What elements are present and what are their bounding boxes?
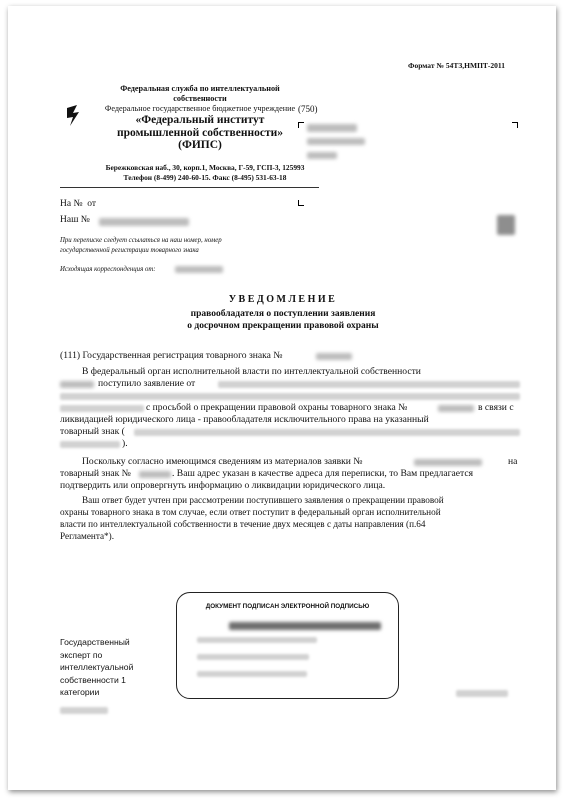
recipient-redacted	[307, 138, 365, 145]
expert-name-redacted	[456, 690, 508, 697]
p1-line1: В федеральный орган исполнительной власти по интеллектуальной собственности	[82, 366, 421, 377]
tm-number-redacted	[438, 405, 474, 412]
recipient-code: (750)	[298, 104, 318, 114]
address-corner-bl	[298, 200, 304, 206]
expert-line1: Государственный	[60, 637, 130, 647]
format-code: Формат № 54ТЗ,НМПТ-2011	[408, 61, 506, 70]
registration-line: (111) Государственная регистрация товарного знака №	[60, 350, 283, 361]
p1-request: с просьбой о прекращении правовой охраны товарного знака №	[146, 402, 408, 413]
org-phones: Телефон (8-499) 240-60-15. Факс (8-495) 531-63-18	[123, 172, 287, 182]
signature-detail-redacted	[197, 637, 317, 643]
p1-conn: в связи с	[478, 402, 514, 413]
expert-position	[60, 636, 170, 699]
expert-line5: категории	[60, 687, 100, 697]
ref-note: При переписке следует ссылаться на наш номер, номер государственной регистрации товарного знака	[60, 237, 222, 254]
ref-nash-no: Наш №	[60, 215, 90, 225]
subtitle-line1: правообладателя о поступлении заявления	[190, 309, 376, 319]
org-address-line: Бережковская наб., 30, корп.1, Москва, Г-59, ГСП-3, 125993	[105, 163, 305, 172]
org-address	[95, 163, 315, 182]
org-line1: Федеральная служба по интеллектуальной собственности	[120, 84, 280, 103]
p1-tm: товарный знак (	[60, 426, 125, 437]
reg-number-redacted	[99, 218, 189, 226]
header-divider	[60, 187, 319, 188]
p1-end: ).	[122, 438, 128, 449]
holder-redacted	[60, 441, 120, 448]
p3-line3: власти по интеллектуальной собственности в течение двух месяцев с даты направления (п.64	[60, 519, 426, 529]
e-signature-title: ДОКУМЕНТ ПОДПИСАН ЭЛЕКТРОННОЙ ПОДПИСЬЮ	[205, 603, 370, 610]
subtitle-line2: о досрочном прекращении правовой охраны	[187, 321, 379, 331]
p1-received: поступило заявление от	[98, 378, 196, 389]
p2-line1: Поскольку согласно имеющимся сведениям из материалов заявки №	[82, 456, 363, 467]
barcode-redacted	[497, 215, 515, 235]
expert-line2: эксперт по	[60, 649, 103, 660]
p3-line4: Регламента*).	[60, 531, 114, 541]
expert-line4: собственности 1	[60, 674, 126, 685]
org-line2: Федеральное государственное бюджетное учреждение	[104, 104, 296, 113]
organization-header	[96, 84, 304, 152]
p2-end: подтвердить или опровергнуть информацию о ликвидации юридического лица.	[60, 480, 386, 491]
p2-tm: товарный знак №	[60, 468, 131, 479]
signature-detail-redacted	[197, 671, 307, 677]
org-name: «Федеральный институт промышленной собственности» (ФИПС)	[117, 114, 283, 151]
outgoing-date-redacted	[175, 266, 223, 273]
document-title: УВЕДОМЛЕНИЕ	[228, 294, 338, 305]
outgoing-label: Исходящая корреспонденция от:	[60, 266, 156, 273]
ref-incoming	[60, 199, 96, 209]
fips-logo	[64, 104, 84, 128]
address-corner-tr	[512, 122, 518, 128]
p3-line1: Ваш ответ будет учтен при рассмотрении поступившего заявления о прекращении правовой	[82, 495, 444, 505]
p3-line2: охраны товарного знака в том случае, если ответ поступит в федеральный орган исполнительной	[60, 507, 441, 517]
expert-phone-redacted	[60, 707, 108, 714]
expert-line3: интеллектуальной	[60, 662, 134, 672]
tm-number-redacted	[139, 471, 171, 478]
applicant-redacted	[218, 381, 520, 388]
applicant-redacted	[60, 393, 520, 400]
p1-liquidation: ликвидацией юридического лица - правообладателя исключительного права на указанный	[60, 414, 429, 425]
signature-detail-redacted	[197, 654, 309, 660]
holder-redacted	[134, 429, 520, 436]
e-signature-box	[176, 592, 399, 699]
certificate-redacted	[229, 622, 381, 630]
application-number-redacted	[414, 459, 482, 466]
tm-number-redacted	[316, 353, 352, 360]
applicant-redacted	[60, 405, 144, 412]
ref-na-no: На №	[60, 199, 83, 209]
p2-addr: . Ваш адрес указан в качестве адреса для переписки, то Вам предлагается	[172, 468, 474, 479]
p2-na: на	[508, 456, 518, 467]
date-redacted	[60, 381, 94, 388]
ref-ot: от	[87, 199, 97, 209]
document-subtitle	[60, 308, 506, 332]
recipient-redacted	[307, 152, 337, 159]
address-corner-tl	[298, 122, 304, 128]
recipient-redacted	[307, 124, 357, 132]
